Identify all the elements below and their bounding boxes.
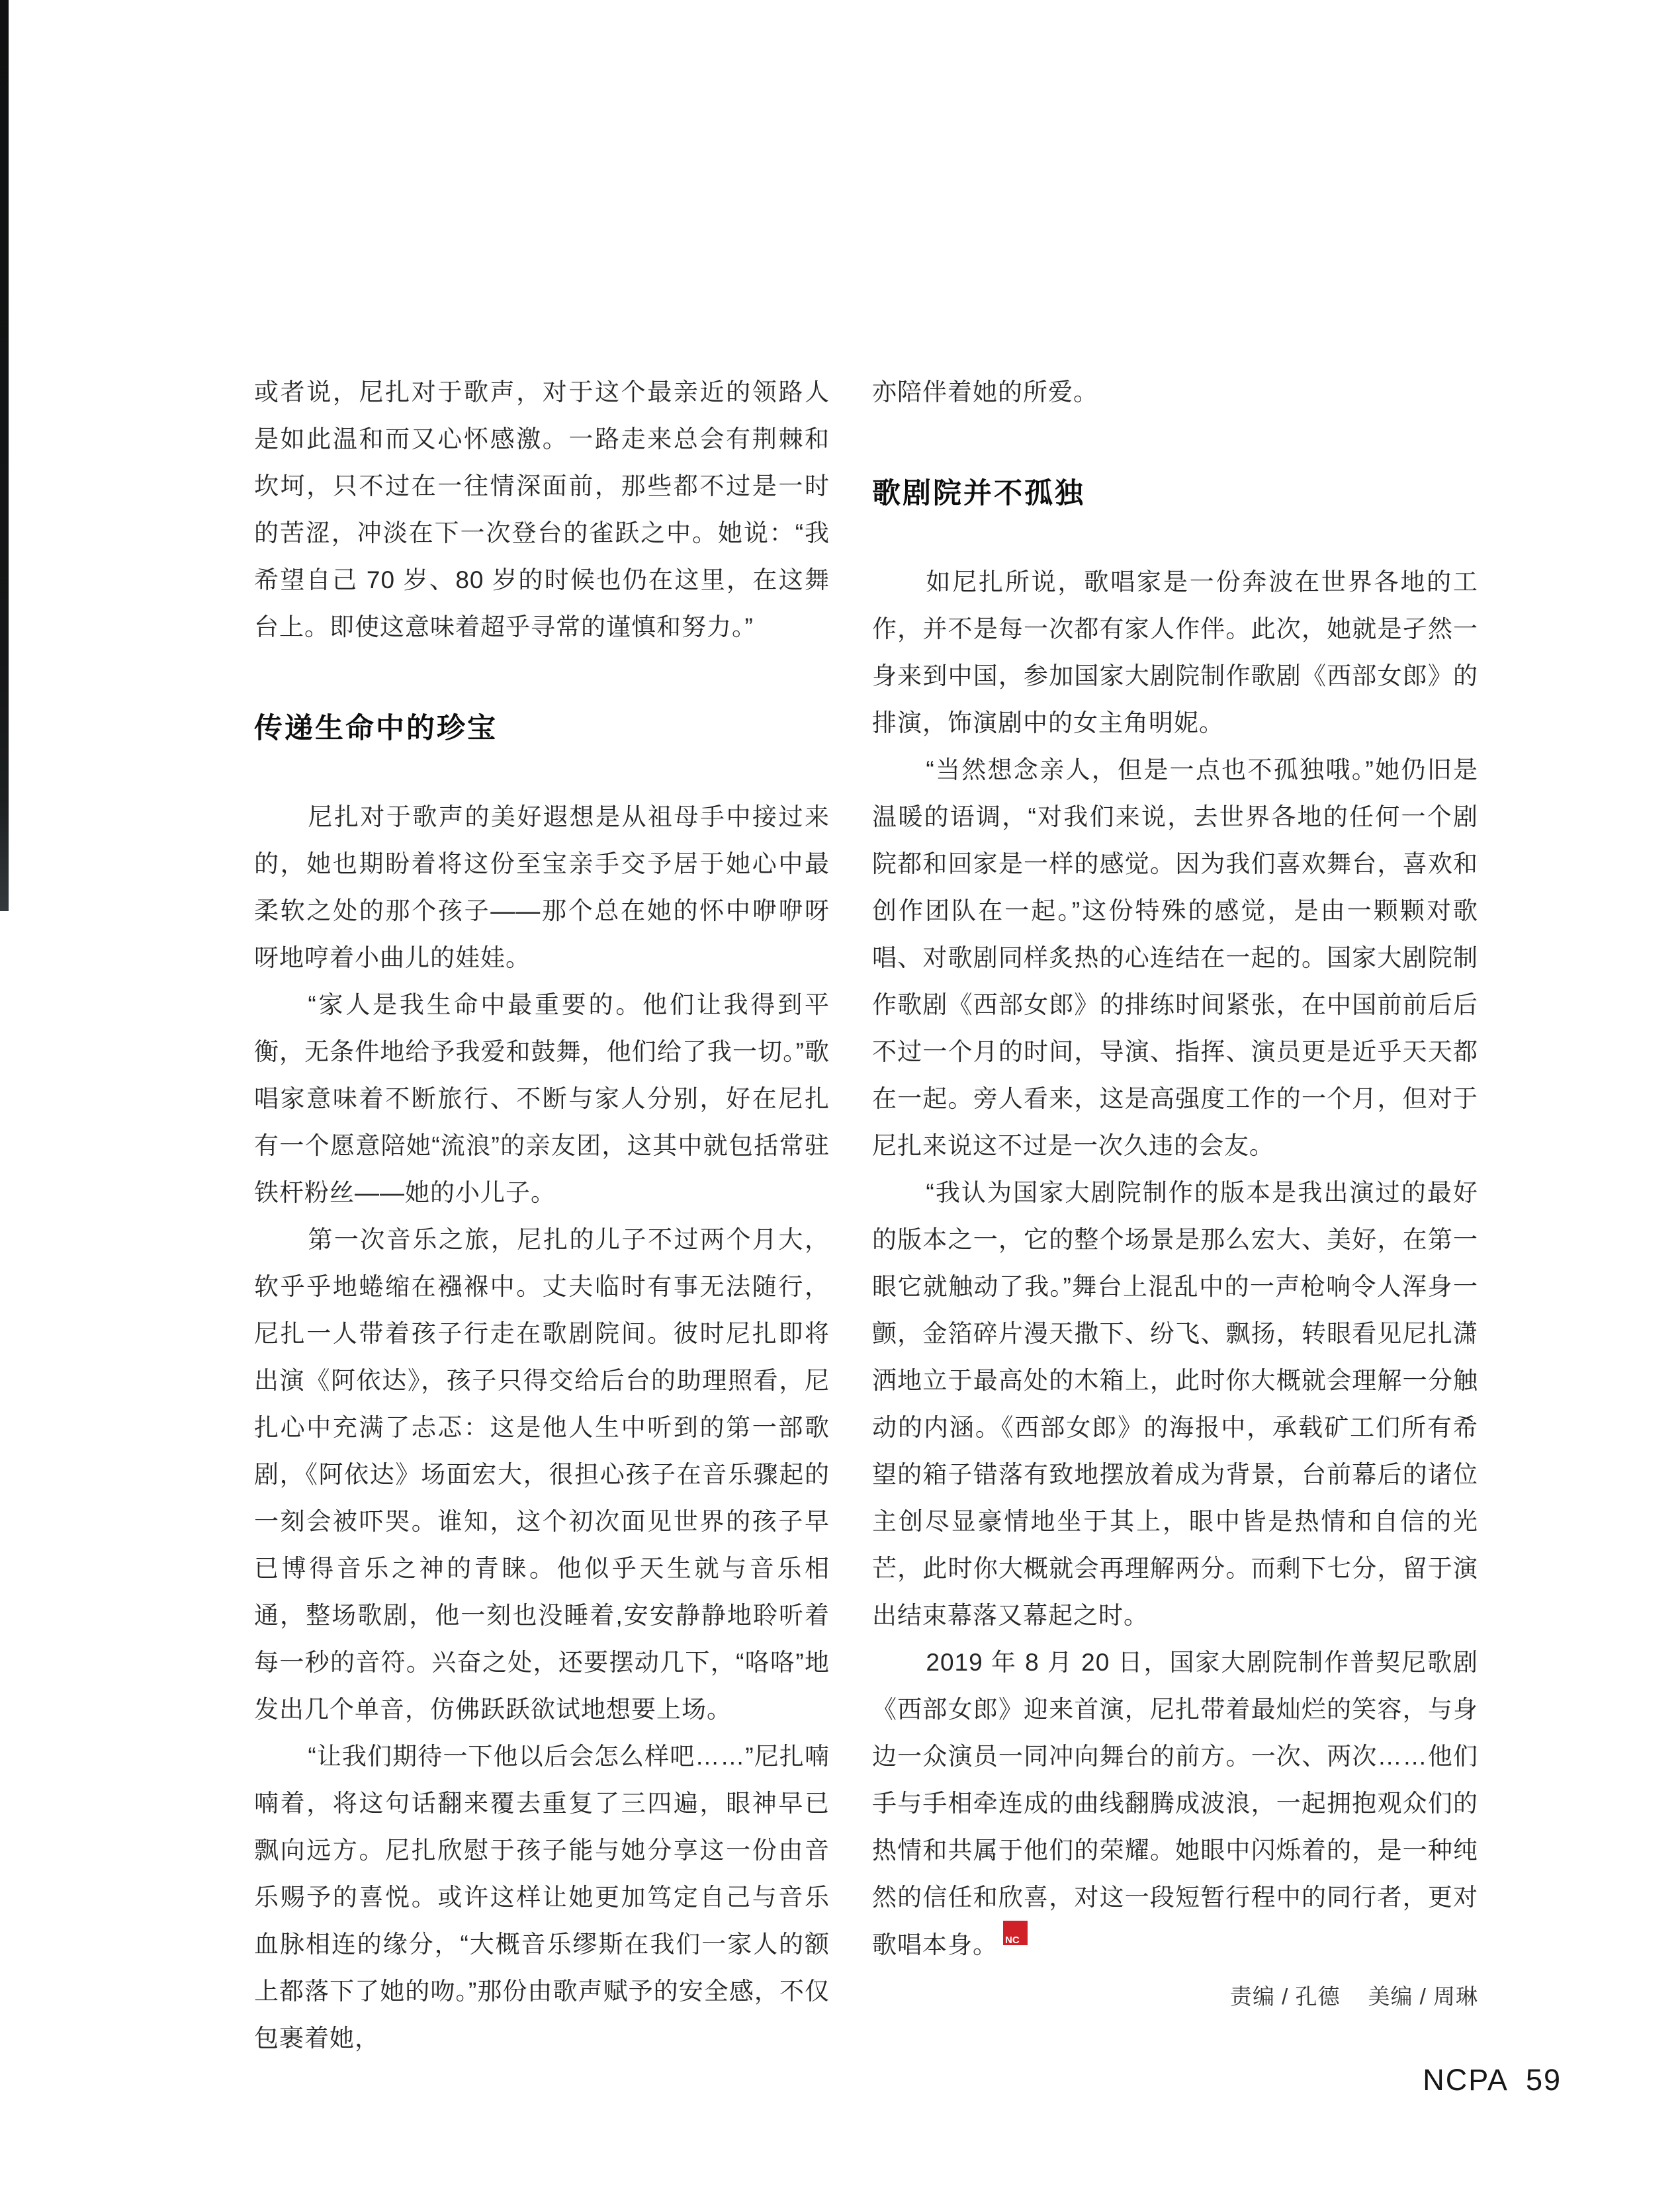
left-column <box>254 369 830 2062</box>
paragraph: 尼扎对于歌声的美好遐想是从祖母手中接过来的，她也期盼着将这份至宝亲手交予居于她心中最柔软之处的那个孩子——那个总在她的怀中咿咿呀呀地哼着小曲儿的娃娃。 <box>254 803 830 971</box>
paragraph: 如尼扎所说，歌唱家是一份奔波在世界各地的工作，并不是每一次都有家人作伴。此次，她就是孑然一身来到中国，参加国家大剧院制作歌剧《西部女郎》的排演，饰演剧中的女主角明妮。 <box>872 568 1478 736</box>
ncpa-logo-line2: PA <box>1005 1947 1018 1958</box>
page-number: 59 <box>1525 2063 1562 2097</box>
paragraph-intro-continued: 或者说，尼扎对于歌声，对于这个最亲近的领路人是如此温和而又心怀感激。一路走来总会有荆棘和坎坷，只不过在一往情深面前，那些都不过是一时的苦涩，冲淡在下一次登台的雀跃之中。她说：“我希望自己 70 岁、80 岁的时候也仍在这里，在这舞台上。即使这意味着超乎寻常的谨慎和努力。” <box>254 378 830 640</box>
right-column <box>872 369 1478 1968</box>
paragraph-intro-continued: 亦陪伴着她的所爱。 <box>872 378 1098 406</box>
paragraph-text: 2019 年 8 月 20 日，国家大剧院制作普契尼歌剧《西部女郎》迎来首演，尼扎带着最灿烂的笑容，与身边一众演员一同冲向舞台的前方。一次、两次……他们手与手相牵连成的曲线翻腾成波浪，一起拥抱观众们的热情和共属于他们的荣耀。她眼中闪烁着的，是一种纯然的信任和欣喜，对这一段短暂行程中的同行者，更对歌唱本身。 <box>872 1649 1478 1958</box>
editor-credits <box>1230 1984 1478 2010</box>
section-heading-opera-house-not-lonely: 歌剧院并不孤独 <box>872 478 1085 509</box>
credit-art-editor: 美编 / 周琳 <box>1368 1984 1478 2009</box>
magazine-brand: NCPA <box>1423 2063 1509 2097</box>
page-spine-bar <box>0 0 9 911</box>
paragraph: “让我们期待一下他以后会怎么样吧……”尼扎喃喃着，将这句话翻来覆去重复了三四遍，眼神早已飘向远方。尼扎欣慰于孩子能与她分享这一份由音乐赐予的喜悦。或许这样让她更加笃定自己与音乐血脉相连的缘分，“大概音乐缪斯在我们一家人的额上都落下了她的吻。”那份由歌声赋予的安全感，不仅包裹着她， <box>254 1743 830 2052</box>
paragraph: “当然想念亲人，但是一点也不孤独哦。”她仍旧是温暖的语调，“对我们来说，去世界各地的任何一个剧院都和回家是一样的感觉。因为我们喜欢舞台，喜欢和创作团队在一起。”这份特殊的感觉，是由一颗颗对歌唱、对歌剧同样炙热的心连结在一起的。国家大剧院制作歌剧《西部女郎》的排练时间紧张，在中国前前后后不过一个月的时间，导演、指挥、演员更是近乎天天都在一起。旁人看来，这是高强度工作的一个月，但对于尼扎来说这不过是一次久违的会友。 <box>872 756 1478 1159</box>
section-heading-life-treasure: 传递生命中的珍宝 <box>254 713 498 744</box>
page-footer <box>1423 2063 1562 2097</box>
paragraph-last <box>872 1639 1478 1968</box>
paragraph: “家人是我生命中最重要的。他们让我得到平衡，无条件地给予我爱和鼓舞，他们给了我一切。”歌唱家意味着不断旅行、不断与家人分别，好在尼扎有一个愿意陪她“流浪”的亲友团，这其中就包括常驻铁杆粉丝——她的小儿子。 <box>254 991 830 1206</box>
credit-editor: 责编 / 孔德 <box>1229 1984 1341 2009</box>
ncpa-logo-mark <box>1003 1921 1028 1958</box>
paragraph: “我认为国家大剧院制作的版本是我出演过的最好的版本之一，它的整个场景是那么宏大、美好，在第一眼它就触动了我。”舞台上混乱中的一声枪响令人浑身一颤，金箔碎片漫天撒下、纷飞、飘扬，转眼看见尼扎潇洒地立于最高处的木箱上，此时你大概就会理解一分触动的内涵。《西部女郎》的海报中，承载矿工们所有希望的箱子错落有致地摆放着成为背景，台前幕后的诸位主创尽显豪情地坐于其上，眼中皆是热情和自信的光芒，此时你大概就会再理解两分。而剩下七分，留于演出结束幕落又幕起之时。 <box>872 1179 1478 1629</box>
paragraph: 第一次音乐之旅，尼扎的儿子不过两个月大，软乎乎地蜷缩在襁褓中。丈夫临时有事无法随行，尼扎一人带着孩子行走在歌剧院间。彼时尼扎即将出演《阿依达》，孩子只得交给后台的助理照看，尼扎心中充满了忐忑：这是他人生中听到的第一部歌剧，《阿依达》场面宏大，很担心孩子在音乐骤起的一刻会被吓哭。谁知，这个初次面见世界的孩子早已博得音乐之神的青睐。他似乎天生就与音乐相通，整场歌剧，他一刻也没睡着,安安静静地聆听着每一秒的音符。兴奋之处，还要摆动几下，“咯咯”地发出几个单音，仿佛跃跃欲试地想要上场。 <box>254 1226 830 1723</box>
ncpa-logo-line1: NC <box>1005 1935 1020 1948</box>
